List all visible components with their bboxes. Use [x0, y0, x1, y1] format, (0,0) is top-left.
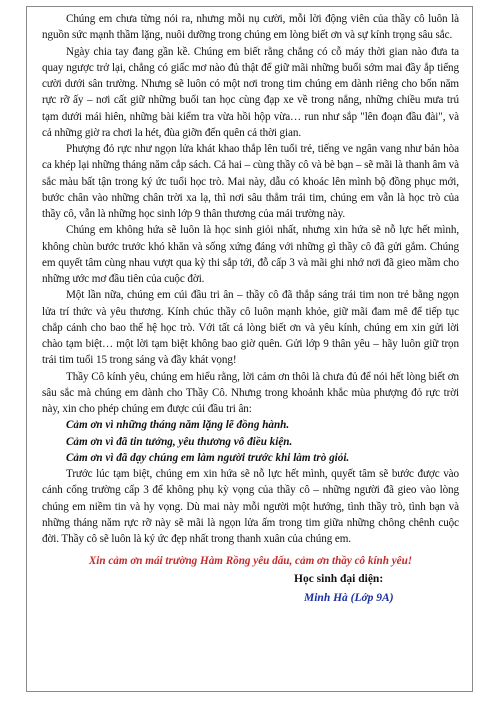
paragraph-1: Chúng em chưa từng nói ra, nhưng mỗi nụ cười, mỗi lời động viên của thầy cô luôn là nguồn sức mạnh thầm lặng, nuôi dưỡng trong chúng em lòng biết ơn và sự kính trọng sâu sắc. — [42, 13, 459, 42]
paragraph-2: Ngày chia tay đang gần kề. Chúng em biết rằng chẳng có cỗ máy thời gian nào đưa ta quay ngược trở lại, chẳng có giấc mơ nào đủ thật để giữ mãi những buổi sớm mai đầy ắp tiếng cười dưới sân trường. Nhưng sẽ luôn có một nơi trong tim chúng em dành riêng cho bốn năm rực rỡ ấy – nơi cất giữ những buổi tan học cùng đạp xe về trong nắng, những chiều mưa trú tạm dưới mái hiên, những bài kiểm tra vừa hồi hộp vừa… run như sắp "lên đoạn đầu đài", và cả những giờ ra chơi la hét, đùa giỡn đến quên cả thời gian. — [42, 45, 459, 139]
paragraph-5: Một lần nữa, chúng em cúi đầu tri ân – thầy cô đã thắp sáng trái tim non trẻ bằng ngọn lửa trí thức và yêu thương. Kính chúc thầy cô luôn mạnh khỏe, giữ mãi đam mê để tiếp tục chắp cánh cho bao thế hệ học trò. Với tất cả lòng biết ơn và yêu kính, chúng em xin gửi lời chào tạm biệt… một lời tạm biệt không bao giờ quên. Gửi lớp 9 thân yêu – hãy luôn giữ trọn trái tim tuổi 15 trong sáng và đầy khát vọng! — [42, 289, 459, 367]
paragraph-6: Thầy Cô kính yêu, chúng em hiểu rằng, lời cảm ơn thôi là chưa đủ để nói hết lòng biết ơn sâu sắc mà chúng em dành cho Thầy Cô. Nhưng trong khoảnh khắc mùa phượng đỏ rực trời này, xin cho phép chúng em được cúi đầu tri ân: — [42, 370, 459, 415]
signature-name: Minh Hà (Lớp 9A) — [304, 592, 394, 605]
signature-role: Học sinh đại diện: — [294, 573, 384, 586]
closing-paragraph: Trước lúc tạm biệt, chúng em xin hứa sẽ nỗ lực hết mình, quyết tâm sẽ bước được vào cánh cổng trường cấp 3 để không phụ kỳ vọng của thầy cô – những người đã gieo vào lòng chúng em niềm tin và hy vọng. Dù mai này mỗi người một hướng, tình thầy trò, tình bạn và những tháng năm rực rỡ này sẽ mãi là ngọn lửa ấm trong tim giữa những chông chênh cuộc đời. Thầy cô sẽ luôn là ký ức đẹp nhất trong thanh xuân của chúng em. — [42, 468, 459, 545]
paragraph-3: Phượng đỏ rực như ngọn lửa khát khao thắp lên tuổi trẻ, tiếng ve ngân vang như bản hòa ca khép lại những tháng năm cắp sách. Cả hai – cùng thầy cô và bè bạn – sẽ mãi là thanh âm và sắc màu bất tận trong ký ức tuổi học trò. Mai này, dẫu có khoác lên mình bộ đồng phục mới, bước chân vào những chân trời xa lạ, thì nơi sâu thẳm trái tim, chúng em vẫn là học trò của thầy cô, vẫn là những học sinh lớp 9 thân thương của mái trường này. — [42, 143, 459, 220]
quote-line: Cảm ơn vì những tháng năm lặng lẽ đồng hành. — [66, 419, 290, 432]
gratitude-quotes — [42, 417, 459, 466]
quote-line: Cảm ơn vì đã tin tưởng, yêu thương vô điều kiện. — [66, 435, 293, 448]
paragraph-4: Chúng em không hứa sẽ luôn là học sinh giỏi nhất, nhưng xin hứa sẽ nỗ lực hết mình, không chùn bước trước khó khăn và sống xứng đáng với những gì thầy cô đã gửi gắm. Chúng em quyết tâm cùng nhau vượt qua kỳ thi sắp tới, đỗ cấp 3 và mãi ghi nhớ nơi đã gieo mầm cho những ước mơ đầu tiên của cuộc đời. — [42, 224, 459, 285]
quote-line: Cảm ơn vì đã dạy chúng em làm người trước khi làm trò giỏi. — [66, 451, 350, 464]
letter-frame — [26, 6, 473, 692]
thanks-line: Xin cảm ơn mái trường Hàm Rồng yêu dấu, cảm ơn thầy cô kính yêu! — [88, 555, 413, 568]
